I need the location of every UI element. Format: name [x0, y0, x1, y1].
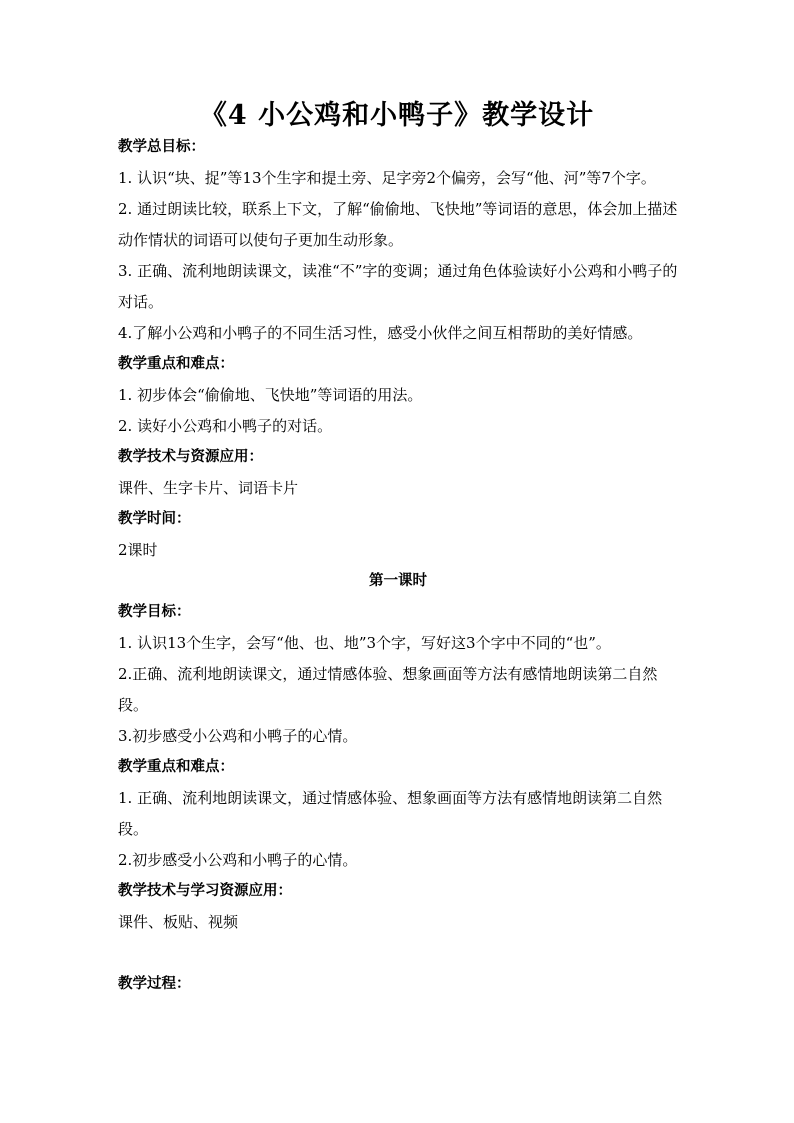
overall-key-points-heading: 教学重点和难点：	[118, 356, 234, 372]
lesson1-goal-item: 2.正确、流利地朗读课文，通过情感体验、想象画面等方法有感情地朗读第二自然段。	[118, 665, 658, 714]
lesson1-key-point-item: 2.初步感受小公鸡和小鸭子的心情。	[118, 851, 358, 869]
teaching-time-heading: 教学时间：	[118, 511, 191, 527]
overall-goal-item: 1. 认识“块、捉”等13个生字和提土旁、足字旁2个偏旁，会写“他、河”等7个字。	[118, 169, 656, 187]
document-title: 《4 小公鸡和小鸭子》教学设计	[199, 100, 595, 131]
overall-tech-heading: 教学技术与资源应用：	[118, 449, 263, 465]
overall-goals-heading: 教学总目标：	[118, 139, 205, 155]
overall-key-point-item: 1. 初步体会“偷偷地、飞快地”等词语的用法。	[118, 386, 423, 404]
teaching-time-text: 2课时	[118, 541, 158, 559]
document-body	[118, 132, 678, 1000]
overall-goal-item: 3. 正确、流利地朗读课文，读准“不”字的变调；通过角色体验读好小公鸡和小鸭子的对话。	[118, 262, 678, 311]
lesson1-goal-item: 1. 认识13个生字，会写“他、也、地”3个字，写好这3个字中不同的“也”。	[118, 634, 611, 652]
overall-tech-text: 课件、生字卡片、词语卡片	[118, 479, 299, 497]
lesson1-process-heading: 教学过程：	[118, 976, 191, 992]
lesson1-tech-text: 课件、板贴、视频	[118, 913, 239, 931]
lesson1-goals-heading: 教学目标：	[118, 604, 191, 620]
overall-goal-item: 2. 通过朗读比较，联系上下文，了解“偷偷地、飞快地”等词语的意思，体会加上描述动作情状的词语可以使句子更加生动形象。	[118, 200, 678, 249]
overall-key-point-item: 2. 读好小公鸡和小鸭子的对话。	[118, 417, 333, 435]
lesson1-key-points-heading: 教学重点和难点：	[118, 759, 234, 775]
blank-line	[118, 938, 678, 969]
lesson1-key-point-item: 1. 正确、流利地朗读课文，通过情感体验、想象画面等方法有感情地朗读第二自然段。	[118, 789, 663, 838]
lesson1-goal-item: 3.初步感受小公鸡和小鸭子的心情。	[118, 727, 358, 745]
overall-goal-item: 4.了解小公鸡和小鸭子的不同生活习性，感受小伙伴之间互相帮助的美好情感。	[118, 324, 643, 342]
lesson1-heading: 第一课时	[369, 573, 427, 589]
lesson1-tech-heading: 教学技术与学习资源应用：	[118, 883, 292, 899]
